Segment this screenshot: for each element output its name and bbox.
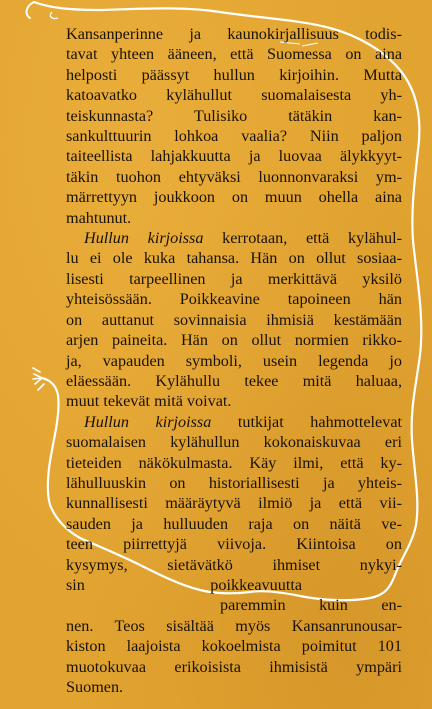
text-line: lähulluuskin on historiallisesti ja yhteis- xyxy=(66,473,402,492)
paragraph-3 xyxy=(66,412,402,698)
text-line: Suomen. xyxy=(66,678,124,696)
text-line: sankulttuurin lohkoa vaalia? Niin paljon xyxy=(66,127,402,146)
text-line: paremmin kuin en- xyxy=(220,596,402,615)
text-line: on auttanut sovinnaisia ihmisiä kestämään xyxy=(66,310,402,329)
text-line: helposti päässyt hullun kirjoihin. Mutta xyxy=(66,65,402,84)
text-line: eläessään. Kylähullu tekee mitä haluaa, xyxy=(66,371,402,390)
text-line: muut tekevät mitä voivat. xyxy=(66,392,232,411)
text-line: arjen paineita. Hän on ollut normien rikko- xyxy=(66,331,402,350)
text-line: lu ei ole kuka tahansa. Hän on ollut sosiaa- xyxy=(66,249,402,268)
text-line: mahtunut. xyxy=(66,208,132,227)
text-line: märrettyyn joukkoon on muun ohella aina xyxy=(66,188,402,207)
text-line: sin poikkeavuutta xyxy=(66,575,302,594)
text-line: teen piirrettyjä viivoja. Kiintoisa on xyxy=(66,535,402,554)
text-line: ja, vapauden symboli, usein legenda jo xyxy=(66,351,402,370)
text-line: teiskunnasta? Tulisiko tätäkin kan- xyxy=(66,106,402,125)
book-title-italic: Hullun kirjoissa xyxy=(84,412,212,431)
text-line: suomalaisen kylähullun kokonaiskuvaa eri xyxy=(66,433,402,452)
paragraph-2 xyxy=(66,228,402,412)
text-line xyxy=(66,228,402,248)
text-line: katoavatko kylähullut suomalaisesta yh- xyxy=(66,86,402,105)
paragraph-1 xyxy=(66,24,402,228)
text-line: muotokuvaa erikoisista ihmisistä ympäri xyxy=(66,657,402,676)
text-line: tavat yhteen ääneen, että Suomessa on aina xyxy=(66,45,402,64)
text-fragment: tutkijat hahmottelevat xyxy=(211,412,403,431)
text-line: täkin tuohon ehtyväksi luonnonvaraksi ym- xyxy=(66,167,402,186)
text-line: tieteiden näkökulmasta. Käy ilmi, että ky- xyxy=(66,453,402,472)
blurb-text xyxy=(66,24,402,697)
text-line: yhteisössään. Poikkeavine tapoineen hän xyxy=(66,290,402,309)
text-line: kysymys, sietävätkö ihmiset nykyi- xyxy=(66,555,402,574)
text-line xyxy=(66,412,402,432)
text-line: kunnallisesti määräytyvä ilmiö ja että vii- xyxy=(66,494,402,513)
text-line: taiteellista lahjakkuutta ja luovaa älykkyyt- xyxy=(66,147,402,166)
text-line: sauden ja hulluuden raja on näitä ve- xyxy=(66,514,402,533)
text-fragment: kerrotaan, että kylähul- xyxy=(203,229,402,248)
text-line: kiston laajoista kokoelmista poimitut 101 xyxy=(66,637,402,656)
text-line: Kansanperinne ja kaunokirjallisuus todis- xyxy=(66,25,402,43)
book-title-italic: Hullun kirjoissa xyxy=(84,229,204,248)
text-line: nen. Teos sisältää myös Kansanrunousar- xyxy=(66,616,402,635)
text-line: lisesti tarpeellinen ja merkittävä yksilö xyxy=(66,269,402,288)
